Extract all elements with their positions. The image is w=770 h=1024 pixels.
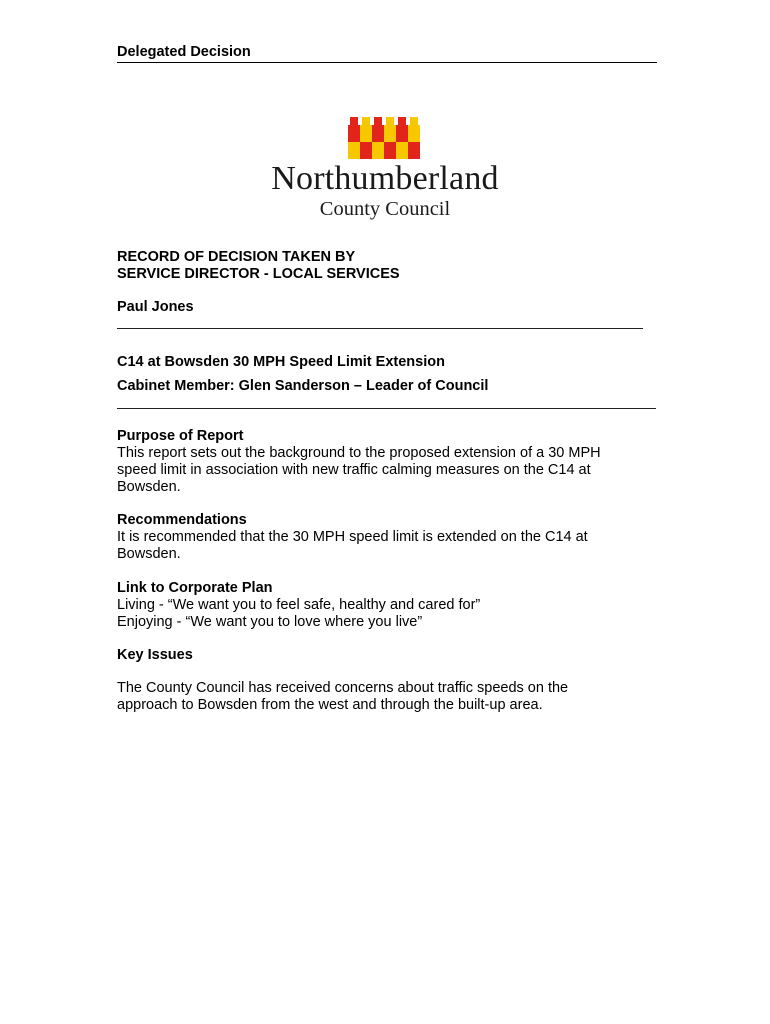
council-logo	[245, 117, 525, 222]
paragraph-line: Living - “We want you to feel safe, healthy and cared for”	[117, 597, 481, 613]
key-issues-section	[117, 647, 657, 714]
paragraph-line: Bowsden.	[117, 546, 181, 562]
purpose-section	[117, 428, 657, 496]
paragraph-line: speed limit in association with new traffic calming measures on the C14 at	[117, 462, 591, 478]
section-heading: Key Issues	[117, 647, 193, 663]
corporate-plan-section	[117, 580, 657, 631]
cabinet-member: Cabinet Member: Glen Sanderson – Leader of Council	[117, 378, 489, 394]
paragraph-line: It is recommended that the 30 MPH speed limit is extended on the C14 at	[117, 529, 588, 545]
running-header: Delegated Decision	[117, 44, 657, 63]
divider	[117, 408, 656, 409]
subject-title: C14 at Bowsden 30 MPH Speed Limit Extension	[117, 354, 445, 370]
section-heading: Recommendations	[117, 512, 247, 528]
paragraph-line: Enjoying - “We want you to love where you live”	[117, 614, 423, 630]
recommendations-section	[117, 512, 657, 563]
paragraph-line: This report sets out the background to the proposed extension of a 30 MPH	[117, 445, 601, 461]
paragraph-line: The County Council has received concerns about traffic speeds on the	[117, 680, 569, 696]
section-heading: Link to Corporate Plan	[117, 580, 273, 596]
paragraph-line: approach to Bowsden from the west and through the built-up area.	[117, 697, 543, 713]
decision-record-heading	[117, 249, 657, 283]
logo-subname: County Council	[319, 198, 451, 220]
castle-crest-icon	[348, 117, 420, 159]
logo-name: Northumberland	[271, 160, 499, 197]
record-line-2: SERVICE DIRECTOR - LOCAL SERVICES	[117, 266, 400, 282]
record-line-1: RECORD OF DECISION TAKEN BY	[117, 249, 356, 265]
paragraph-line: Bowsden.	[117, 479, 181, 495]
section-heading: Purpose of Report	[117, 428, 244, 444]
spacer	[117, 664, 657, 680]
officer-name: Paul Jones	[117, 299, 194, 315]
divider	[117, 328, 643, 329]
